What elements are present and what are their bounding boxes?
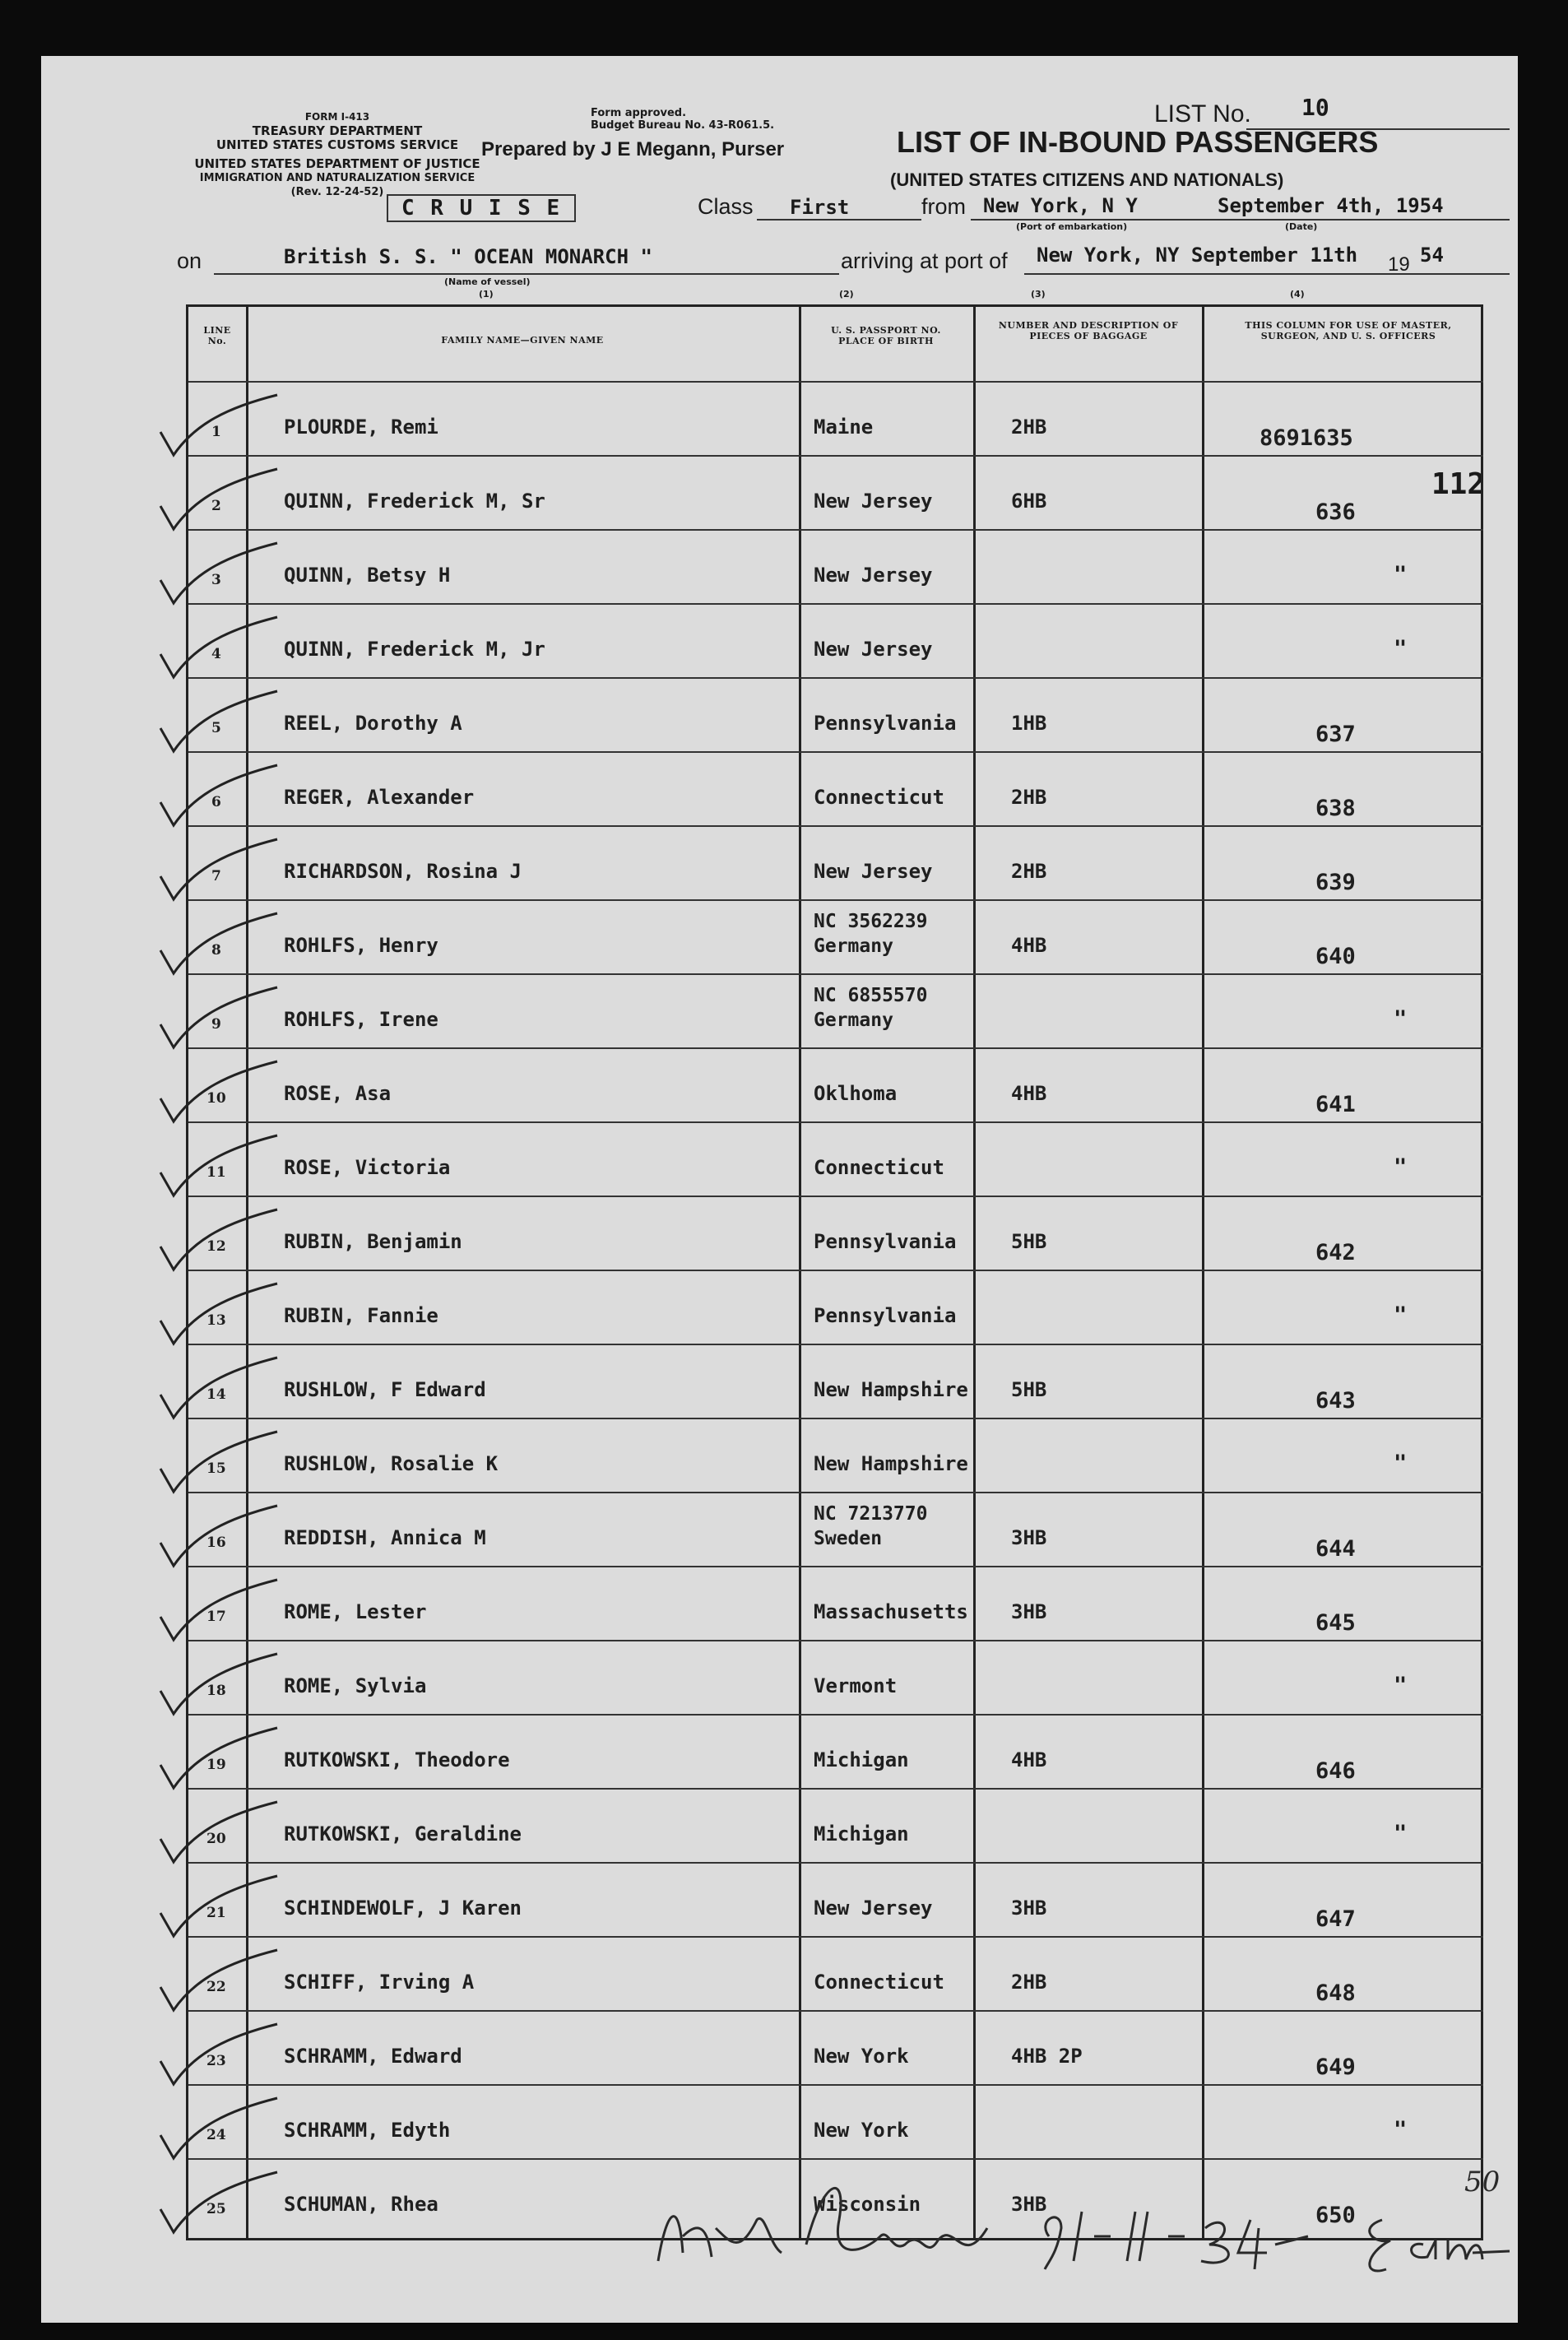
baggage: 3HB xyxy=(1011,1897,1047,1920)
arriving-label: arriving at port of xyxy=(841,248,1008,273)
office-use-number: 639 xyxy=(1315,870,1356,895)
vessel-caption: (Name of vessel) xyxy=(444,276,531,287)
place-of-birth: Michigan xyxy=(814,1748,909,1771)
table-row xyxy=(188,529,1483,605)
manifest-page xyxy=(41,56,1518,2323)
place-of-birth: Pennsylvania xyxy=(814,712,957,735)
place-of-birth: Wisconsin xyxy=(814,2193,921,2216)
margin-note: 112 xyxy=(1431,467,1486,501)
table-row xyxy=(188,1862,1483,1938)
arrival-year: 54 xyxy=(1420,244,1444,267)
date-caption: (Date) xyxy=(1285,221,1318,232)
prepared-by: Prepared by J E Megann, Purser xyxy=(481,138,785,160)
dept-immigration: IMMIGRATION AND NATURALIZATION SERVICE xyxy=(199,172,476,184)
table-row xyxy=(188,1492,1483,1567)
baggage: 1HB xyxy=(1011,712,1047,735)
office-use-number: 643 xyxy=(1315,1388,1356,1414)
office-use-number: " xyxy=(1394,1451,1408,1476)
office-use-number: 647 xyxy=(1315,1906,1356,1932)
table-row xyxy=(188,603,1483,679)
baggage: 3HB xyxy=(1011,2193,1047,2216)
line-number: 2 xyxy=(211,498,221,514)
office-use-number: " xyxy=(1394,1673,1408,1698)
table-row xyxy=(188,1270,1483,1345)
passport-number: NC 7213770 xyxy=(814,1503,928,1525)
table-row xyxy=(188,1344,1483,1419)
col-marker-2: (2) xyxy=(839,289,854,299)
baggage: 2HB xyxy=(1011,860,1047,883)
place-of-birth: New Jersey xyxy=(814,860,933,883)
line-number: 21 xyxy=(206,1905,226,1921)
table-row xyxy=(188,1788,1483,1864)
list-subtitle: (UNITED STATES CITIZENS AND NATIONALS) xyxy=(890,169,1284,190)
line-number: 22 xyxy=(206,1979,226,1995)
passenger-name: ROSE, Victoria xyxy=(284,1156,451,1179)
passenger-name: ROSE, Asa xyxy=(284,1082,392,1105)
arrival-underline xyxy=(1024,273,1510,275)
col-marker-4: (4) xyxy=(1290,289,1305,299)
place-of-birth: Maine xyxy=(814,416,874,439)
baggage: 4HB 2P xyxy=(1011,2045,1083,2068)
passenger-name: SCHRAMM, Edyth xyxy=(284,2119,451,2142)
col-marker-1: (1) xyxy=(479,289,494,299)
header-passport: U. S. PASSPORT NO. PLACE OF BIRTH xyxy=(831,325,941,346)
header-baggage: NUMBER AND DESCRIPTION OF PIECES OF BAGGAGE xyxy=(998,320,1179,341)
passenger-name: SCHINDEWOLF, J Karen xyxy=(284,1897,522,1920)
office-use-number: 638 xyxy=(1315,796,1356,821)
office-use-number: 646 xyxy=(1315,1758,1356,1784)
baggage: 3HB xyxy=(1011,1600,1047,1623)
place-of-birth: New Jersey xyxy=(814,638,933,661)
line-number: 3 xyxy=(211,572,221,588)
place-of-birth: Germany xyxy=(814,936,893,957)
passenger-name: ROHLFS, Irene xyxy=(284,1008,438,1031)
passenger-name: QUINN, Frederick M, Sr xyxy=(284,490,545,513)
from-port: New York, N Y xyxy=(983,194,1138,217)
passenger-name: RUSHLOW, Rosalie K xyxy=(284,1452,499,1475)
table-row xyxy=(188,2084,1483,2160)
place-of-birth: Sweden xyxy=(814,1528,883,1549)
place-of-birth: New York xyxy=(814,2119,909,2142)
line-number: 20 xyxy=(206,1831,226,1847)
baggage: 6HB xyxy=(1011,490,1047,513)
cruise-label: C R U I S E xyxy=(401,196,562,221)
baggage: 2HB xyxy=(1011,1971,1047,1994)
list-no-value: 10 xyxy=(1301,94,1329,121)
line-number: 6 xyxy=(211,794,221,810)
approval-line-2: Budget Bureau No. 43-R061.5. xyxy=(591,119,775,132)
class-label: Class xyxy=(698,194,754,219)
office-use-number: " xyxy=(1394,1302,1408,1328)
table-row xyxy=(188,381,1483,457)
header-name: FAMILY NAME—GIVEN NAME xyxy=(441,335,604,346)
checkmark-icon xyxy=(154,2176,285,2250)
line-number: 9 xyxy=(211,1016,221,1033)
line-number: 1 xyxy=(211,424,221,440)
line-number: 23 xyxy=(206,2053,226,2069)
form-number: FORM I-413 xyxy=(304,111,370,123)
dept-justice: UNITED STATES DEPARTMENT OF JUSTICE xyxy=(194,156,480,171)
line-number: 10 xyxy=(206,1090,226,1107)
line-number: 16 xyxy=(206,1534,226,1551)
place-of-birth: Massachusetts xyxy=(814,1600,968,1623)
place-of-birth: New Jersey xyxy=(814,490,933,513)
baggage: 5HB xyxy=(1011,1230,1047,1253)
passenger-name: ROME, Lester xyxy=(284,1600,427,1623)
baggage: 4HB xyxy=(1011,1748,1047,1771)
passenger-name: RICHARDSON, Rosina J xyxy=(284,860,522,883)
baggage: 4HB xyxy=(1011,934,1047,957)
line-number: 19 xyxy=(206,1757,226,1773)
table-row xyxy=(188,973,1483,1049)
place-of-birth: Michigan xyxy=(814,1822,909,1846)
office-use-number: 642 xyxy=(1315,1240,1356,1265)
table-row xyxy=(188,751,1483,827)
svg-text:50: 50 xyxy=(1464,2166,1501,2198)
passenger-name: REGER, Alexander xyxy=(284,786,475,809)
table-row xyxy=(188,2010,1483,2086)
passenger-name: RUSHLOW, F Edward xyxy=(284,1378,486,1401)
passenger-name: SCHRAMM, Edward xyxy=(284,2045,462,2068)
vessel-name: British S. S. " OCEAN MONARCH " xyxy=(284,245,652,268)
table-row xyxy=(188,899,1483,975)
table-row xyxy=(188,1566,1483,1641)
baggage: 5HB xyxy=(1011,1378,1047,1401)
passenger-name: REEL, Dorothy A xyxy=(284,712,462,735)
place-of-birth: New Jersey xyxy=(814,564,933,587)
place-of-birth: Germany xyxy=(814,1010,893,1031)
office-use-number: 637 xyxy=(1315,722,1356,747)
table-row xyxy=(188,455,1486,531)
from-date: September 4th, 1954 xyxy=(1218,194,1444,217)
table-row xyxy=(188,1640,1483,1716)
passenger-name: RUBIN, Fannie xyxy=(284,1304,438,1327)
office-use-number: " xyxy=(1394,1821,1408,1846)
class-value: First xyxy=(790,196,850,219)
table-row xyxy=(188,677,1483,753)
office-use-number: " xyxy=(1394,1006,1408,1032)
baggage: 3HB xyxy=(1011,1526,1047,1549)
office-use-number: " xyxy=(1394,562,1408,587)
baggage: 2HB xyxy=(1011,786,1047,809)
place-of-birth: New York xyxy=(814,2045,909,2068)
line-number: 15 xyxy=(206,1460,226,1477)
vessel-underline xyxy=(214,273,839,275)
office-use-number: 645 xyxy=(1315,1610,1356,1636)
place-of-birth: Vermont xyxy=(814,1674,898,1697)
place-of-birth: Pennsylvania xyxy=(814,1304,957,1327)
passenger-name: SCHIFF, Irving A xyxy=(284,1971,475,1994)
office-use-number: 649 xyxy=(1315,2054,1356,2080)
list-title: LIST OF IN-BOUND PASSENGERS xyxy=(897,125,1379,159)
line-number: 7 xyxy=(211,868,221,884)
passenger-name: QUINN, Frederick M, Jr xyxy=(284,638,545,661)
place-of-birth: Pennsylvania xyxy=(814,1230,957,1253)
form-header-block xyxy=(189,110,485,199)
line-number: 18 xyxy=(206,1683,226,1699)
from-underline xyxy=(971,219,1510,221)
place-of-birth: New Hampshire xyxy=(814,1452,968,1475)
passenger-name: PLOURDE, Remi xyxy=(284,416,438,439)
passenger-name: REDDISH, Annica M xyxy=(284,1526,486,1549)
arrival-port-date: New York, NY September 11th xyxy=(1037,244,1358,267)
table-row xyxy=(188,1418,1483,1493)
place-of-birth: New Jersey xyxy=(814,1897,933,1920)
line-number: 25 xyxy=(206,2201,226,2217)
passenger-table xyxy=(186,304,1486,2240)
place-of-birth: Connecticut xyxy=(814,1971,944,1994)
passport-number: NC 3562239 xyxy=(814,911,928,932)
dept-customs: UNITED STATES CUSTOMS SERVICE xyxy=(216,137,459,152)
office-use-number: " xyxy=(1394,1154,1408,1180)
place-of-birth: Oklhoma xyxy=(814,1082,898,1105)
passenger-name: RUTKOWSKI, Theodore xyxy=(284,1748,510,1771)
passport-number: NC 6855570 xyxy=(814,985,928,1006)
place-of-birth: Connecticut xyxy=(814,786,944,809)
passenger-name: ROHLFS, Henry xyxy=(284,934,438,957)
place-of-birth: Connecticut xyxy=(814,1156,944,1179)
passenger-name: RUBIN, Benjamin xyxy=(284,1230,462,1253)
office-use-number: " xyxy=(1394,636,1408,662)
office-use-number: 640 xyxy=(1315,944,1356,969)
line-number: 4 xyxy=(211,646,221,662)
table-row xyxy=(188,1196,1483,1271)
office-use-number: 636 xyxy=(1315,499,1356,525)
header-line-no: LINE No. xyxy=(203,325,231,346)
office-use-number: 8691635 xyxy=(1260,425,1353,451)
place-of-birth: New Hampshire xyxy=(814,1378,968,1401)
handwritten-signature xyxy=(601,2162,1514,2286)
passenger-name: QUINN, Betsy H xyxy=(284,564,451,587)
class-underline xyxy=(757,219,921,221)
office-use-number: " xyxy=(1394,2117,1408,2143)
list-no-label: LIST No. xyxy=(1154,100,1251,128)
office-use-number: 650 xyxy=(1315,2203,1356,2228)
table-row xyxy=(188,1714,1483,1790)
arrival-year-prefix: 19 xyxy=(1388,253,1410,276)
on-label: on xyxy=(177,248,202,273)
table-row xyxy=(188,1047,1483,1123)
passenger-name: SCHUMAN, Rhea xyxy=(284,2193,438,2216)
header-office: THIS COLUMN FOR USE OF MASTER, SURGEON, AND U. S. OFFICERS xyxy=(1245,320,1452,341)
office-use-number: 648 xyxy=(1315,1980,1356,2006)
table-row xyxy=(188,1121,1483,1197)
line-number: 5 xyxy=(211,720,221,736)
passenger-name: ROME, Sylvia xyxy=(284,1674,427,1697)
baggage: 4HB xyxy=(1011,1082,1047,1105)
col-marker-3: (3) xyxy=(1031,289,1046,299)
table-row xyxy=(188,825,1483,901)
office-use-number: 644 xyxy=(1315,1536,1356,1562)
baggage: 2HB xyxy=(1011,416,1047,439)
passenger-name: RUTKOWSKI, Geraldine xyxy=(284,1822,522,1846)
line-number: 12 xyxy=(206,1238,226,1255)
cruise-stamp xyxy=(387,194,576,222)
form-revision: (Rev. 12-24-52) xyxy=(290,186,384,198)
line-number: 13 xyxy=(206,1312,226,1329)
line-number: 24 xyxy=(206,2127,226,2143)
line-number: 11 xyxy=(206,1164,226,1181)
line-number: 14 xyxy=(206,1386,226,1403)
approval-line-1: Form approved. xyxy=(591,107,687,119)
dept-treasury: TREASURY DEPARTMENT xyxy=(252,123,423,138)
line-number: 17 xyxy=(206,1609,226,1625)
office-use-number: 641 xyxy=(1315,1092,1356,1117)
table-row xyxy=(188,1936,1483,2012)
line-number: 8 xyxy=(211,942,221,959)
port-caption: (Port of embarkation) xyxy=(1016,221,1128,232)
from-label: from xyxy=(921,194,966,219)
